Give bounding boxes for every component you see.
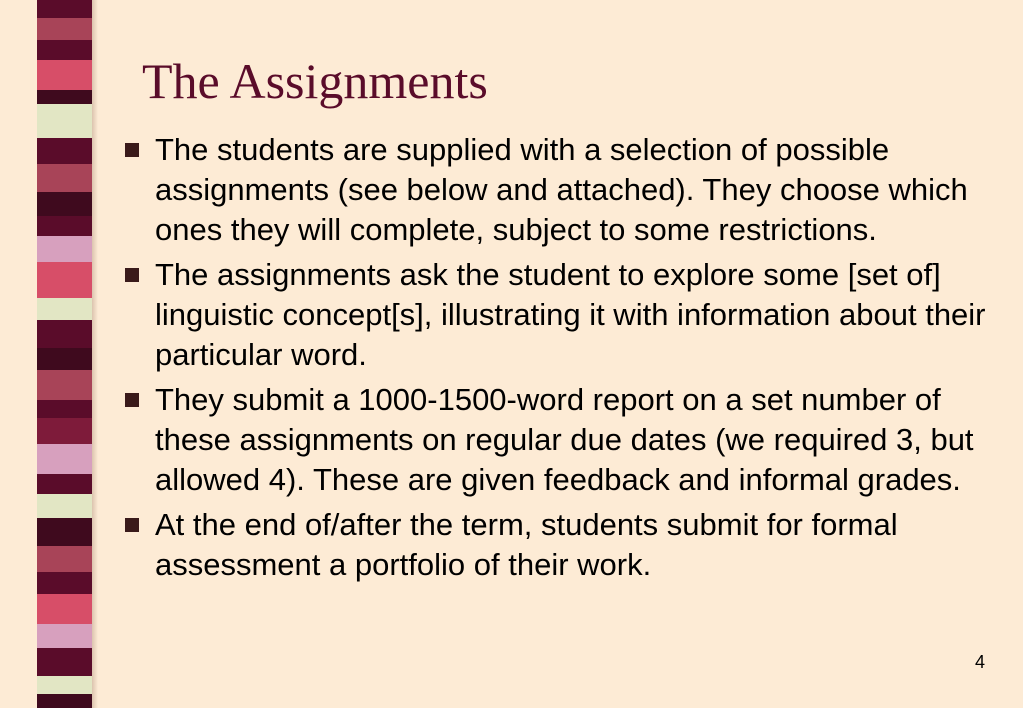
bullet-item	[118, 255, 998, 375]
stripe-segment	[37, 0, 92, 18]
stripe-segment	[37, 694, 92, 708]
stripe-segment	[37, 138, 92, 164]
stripe-segment	[37, 18, 92, 40]
square-bullet-icon	[125, 518, 139, 532]
stripe-segment	[37, 236, 92, 262]
stripe-segment	[37, 348, 92, 370]
slide-title: The Assignments	[142, 53, 488, 109]
square-bullet-icon	[125, 393, 139, 407]
stripe-segment	[37, 104, 92, 138]
bullet-text: They submit a 1000-1500-word report on a set number of these assignments on regular due dates (we required 3, but allowed 4). These are given feedback and informal grades.	[155, 382, 974, 497]
stripe-segment	[37, 474, 92, 494]
stripe-segment	[37, 192, 92, 216]
stripe-segment	[37, 400, 92, 418]
stripe-segment	[37, 298, 92, 320]
decorative-stripe-bar	[37, 0, 92, 708]
bullet-text: The students are supplied with a selection of possible assignments (see below and attached). They choose which ones they will complete, subject to some restrictions.	[155, 132, 968, 247]
stripe-segment	[37, 624, 92, 648]
stripe-shadow	[92, 0, 98, 708]
page-number: 4	[975, 652, 986, 672]
stripe-segment	[37, 370, 92, 400]
stripe-segment	[37, 262, 92, 298]
stripe-segment	[37, 418, 92, 444]
stripe-segment	[37, 518, 92, 546]
bullet-text: At the end of/after the term, students submit for formal assessment a portfolio of their work.	[155, 507, 898, 582]
stripe-segment	[37, 546, 92, 572]
stripe-segment	[37, 594, 92, 624]
stripe-segment	[37, 648, 92, 676]
square-bullet-icon	[125, 268, 139, 282]
stripe-segment	[37, 164, 92, 192]
bullet-item	[118, 130, 998, 250]
stripe-segment	[37, 320, 92, 348]
bullet-item	[118, 505, 998, 585]
stripe-segment	[37, 494, 92, 518]
bullet-text: The assignments ask the student to explore some [set of] linguistic concept[s], illustrating it with information about their particular word.	[155, 257, 986, 372]
bullet-list	[118, 130, 998, 590]
stripe-segment	[37, 676, 92, 694]
bullet-item	[118, 380, 998, 500]
square-bullet-icon	[125, 143, 139, 157]
stripe-segment	[37, 444, 92, 474]
stripe-segment	[37, 90, 92, 104]
stripe-segment	[37, 40, 92, 60]
stripe-segment	[37, 60, 92, 90]
stripe-segment	[37, 216, 92, 236]
stripe-segment	[37, 572, 92, 594]
